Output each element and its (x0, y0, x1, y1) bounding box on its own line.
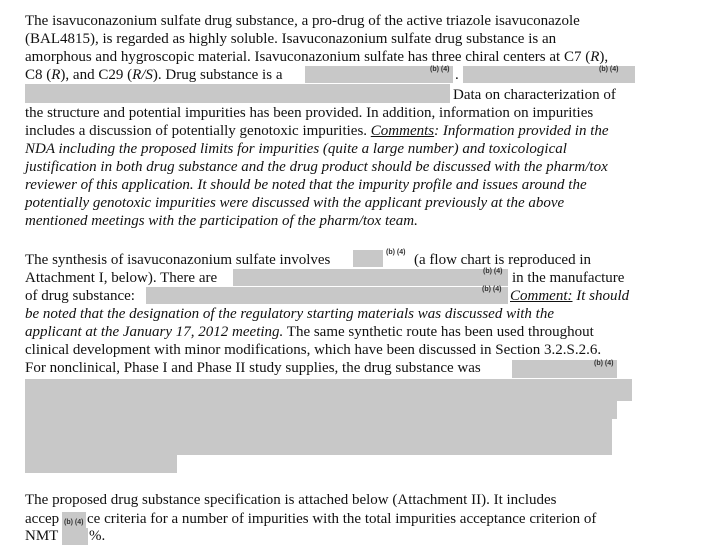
para2-line2-b: in the manufacture (512, 270, 625, 286)
para1-line2: (BAL4815), is regarded as highly soluble. Isavuconazonium sulfate drug substance is an (25, 31, 557, 47)
para1-line6: the structure and potential impurities has been provided. In addition, information on impurities (25, 105, 594, 121)
redaction-label: (b) (4) (594, 360, 614, 367)
para1-line4-rs: R/S (132, 67, 153, 83)
para1-line4-a: C8 ( (25, 67, 52, 83)
para2-line6: clinical development with minor modifications, which have been discussed in Section 3.2.S.2.6. (25, 342, 602, 358)
para2-line1-a: The synthesis of isavuconazonium sulfate involves (25, 252, 331, 268)
para1-line4-period: . (455, 67, 459, 83)
para1-line7 (25, 122, 609, 140)
redaction-box (233, 269, 508, 286)
para1-line3-end: ), (599, 49, 609, 65)
para3-line3-b: %. (89, 528, 106, 544)
para1-line4-r: R (51, 67, 61, 83)
para2-line5 (25, 323, 594, 341)
para2-line3-b-text: It should (572, 288, 630, 304)
redaction-label: (b) (4) (64, 519, 84, 526)
para2-line5-a: applicant at the January 17, 2012 meeting. (25, 324, 284, 340)
para2-line1-b: (a flow chart is reproduced in (414, 252, 592, 268)
para2-line4: be noted that the designation of the regulatory starting materials was discussed with the (25, 306, 554, 322)
redaction-label: (b) (4) (386, 249, 406, 256)
redaction-box (25, 401, 617, 419)
para1-line4-c: ). Drug substance is a (152, 67, 283, 83)
para1-line8: NDA including the proposed limits for impurities (quite a large number) and toxicological (25, 141, 567, 157)
para1-line4-b: ), and C29 ( (60, 67, 133, 83)
para1-line3-r: R (590, 49, 600, 65)
redaction-box (146, 287, 508, 304)
para3-line3-a: NMT (25, 528, 59, 544)
comments-label: Comments (370, 123, 435, 139)
para1-line3 (25, 48, 608, 66)
para2-line7: For nonclinical, Phase I and Phase II study supplies, the drug substance was (25, 360, 481, 376)
para3-line2-a: accep (25, 511, 60, 527)
para1-line12: mentioned meetings with the participation of the pharm/tox team. (25, 213, 418, 229)
redaction-box (353, 250, 383, 267)
redaction-label: (b) (4) (483, 268, 503, 275)
para1-line7-a: includes a discussion of potentially genotoxic impurities. (25, 123, 371, 139)
para1-line4 (25, 66, 282, 84)
redaction-label: (b) (4) (599, 66, 619, 73)
para1-line10: reviewer of this application. It should be noted that the impurity profile and issues around the (25, 177, 587, 193)
para2-line3-b (510, 287, 629, 305)
redaction-box (25, 419, 612, 455)
redaction-box (25, 379, 632, 401)
para3-line1: The proposed drug substance specification is attached below (Attachment II). It includes (25, 492, 557, 508)
para1-line9: justification in both drug substance and the drug product should be discussed with the pharm/tox (25, 159, 608, 175)
para1-line5-end: Data on characterization of (453, 87, 616, 103)
redaction-label: (b) (4) (482, 286, 502, 293)
comment-label: Comment: (510, 288, 573, 304)
para1-line7-b: : Information provided in the (434, 123, 609, 139)
redaction-box (25, 455, 177, 473)
redaction-box (62, 528, 88, 545)
para2-line3-a: of drug substance: (25, 288, 135, 304)
para2-line5-b: The same synthetic route has been used throughout (283, 324, 594, 340)
para1-line3-text: amorphous and hygroscopic material. Isavuconazonium sulfate has three chiral centers at C7 ( (25, 49, 591, 65)
redaction-box (25, 84, 450, 103)
para3-line2-b: ce criteria for a number of impurities with the total impurities acceptance criterion of (87, 511, 597, 527)
para1-line11: potentially genotoxic impurities were discussed with the applicant previously at the above (25, 195, 565, 211)
para2-line2-a: Attachment I, below). There are (25, 270, 218, 286)
redaction-label: (b) (4) (430, 66, 450, 73)
para1-line1: The isavuconazonium sulfate drug substance, a pro-drug of the active triazole isavuconazole (25, 13, 580, 29)
